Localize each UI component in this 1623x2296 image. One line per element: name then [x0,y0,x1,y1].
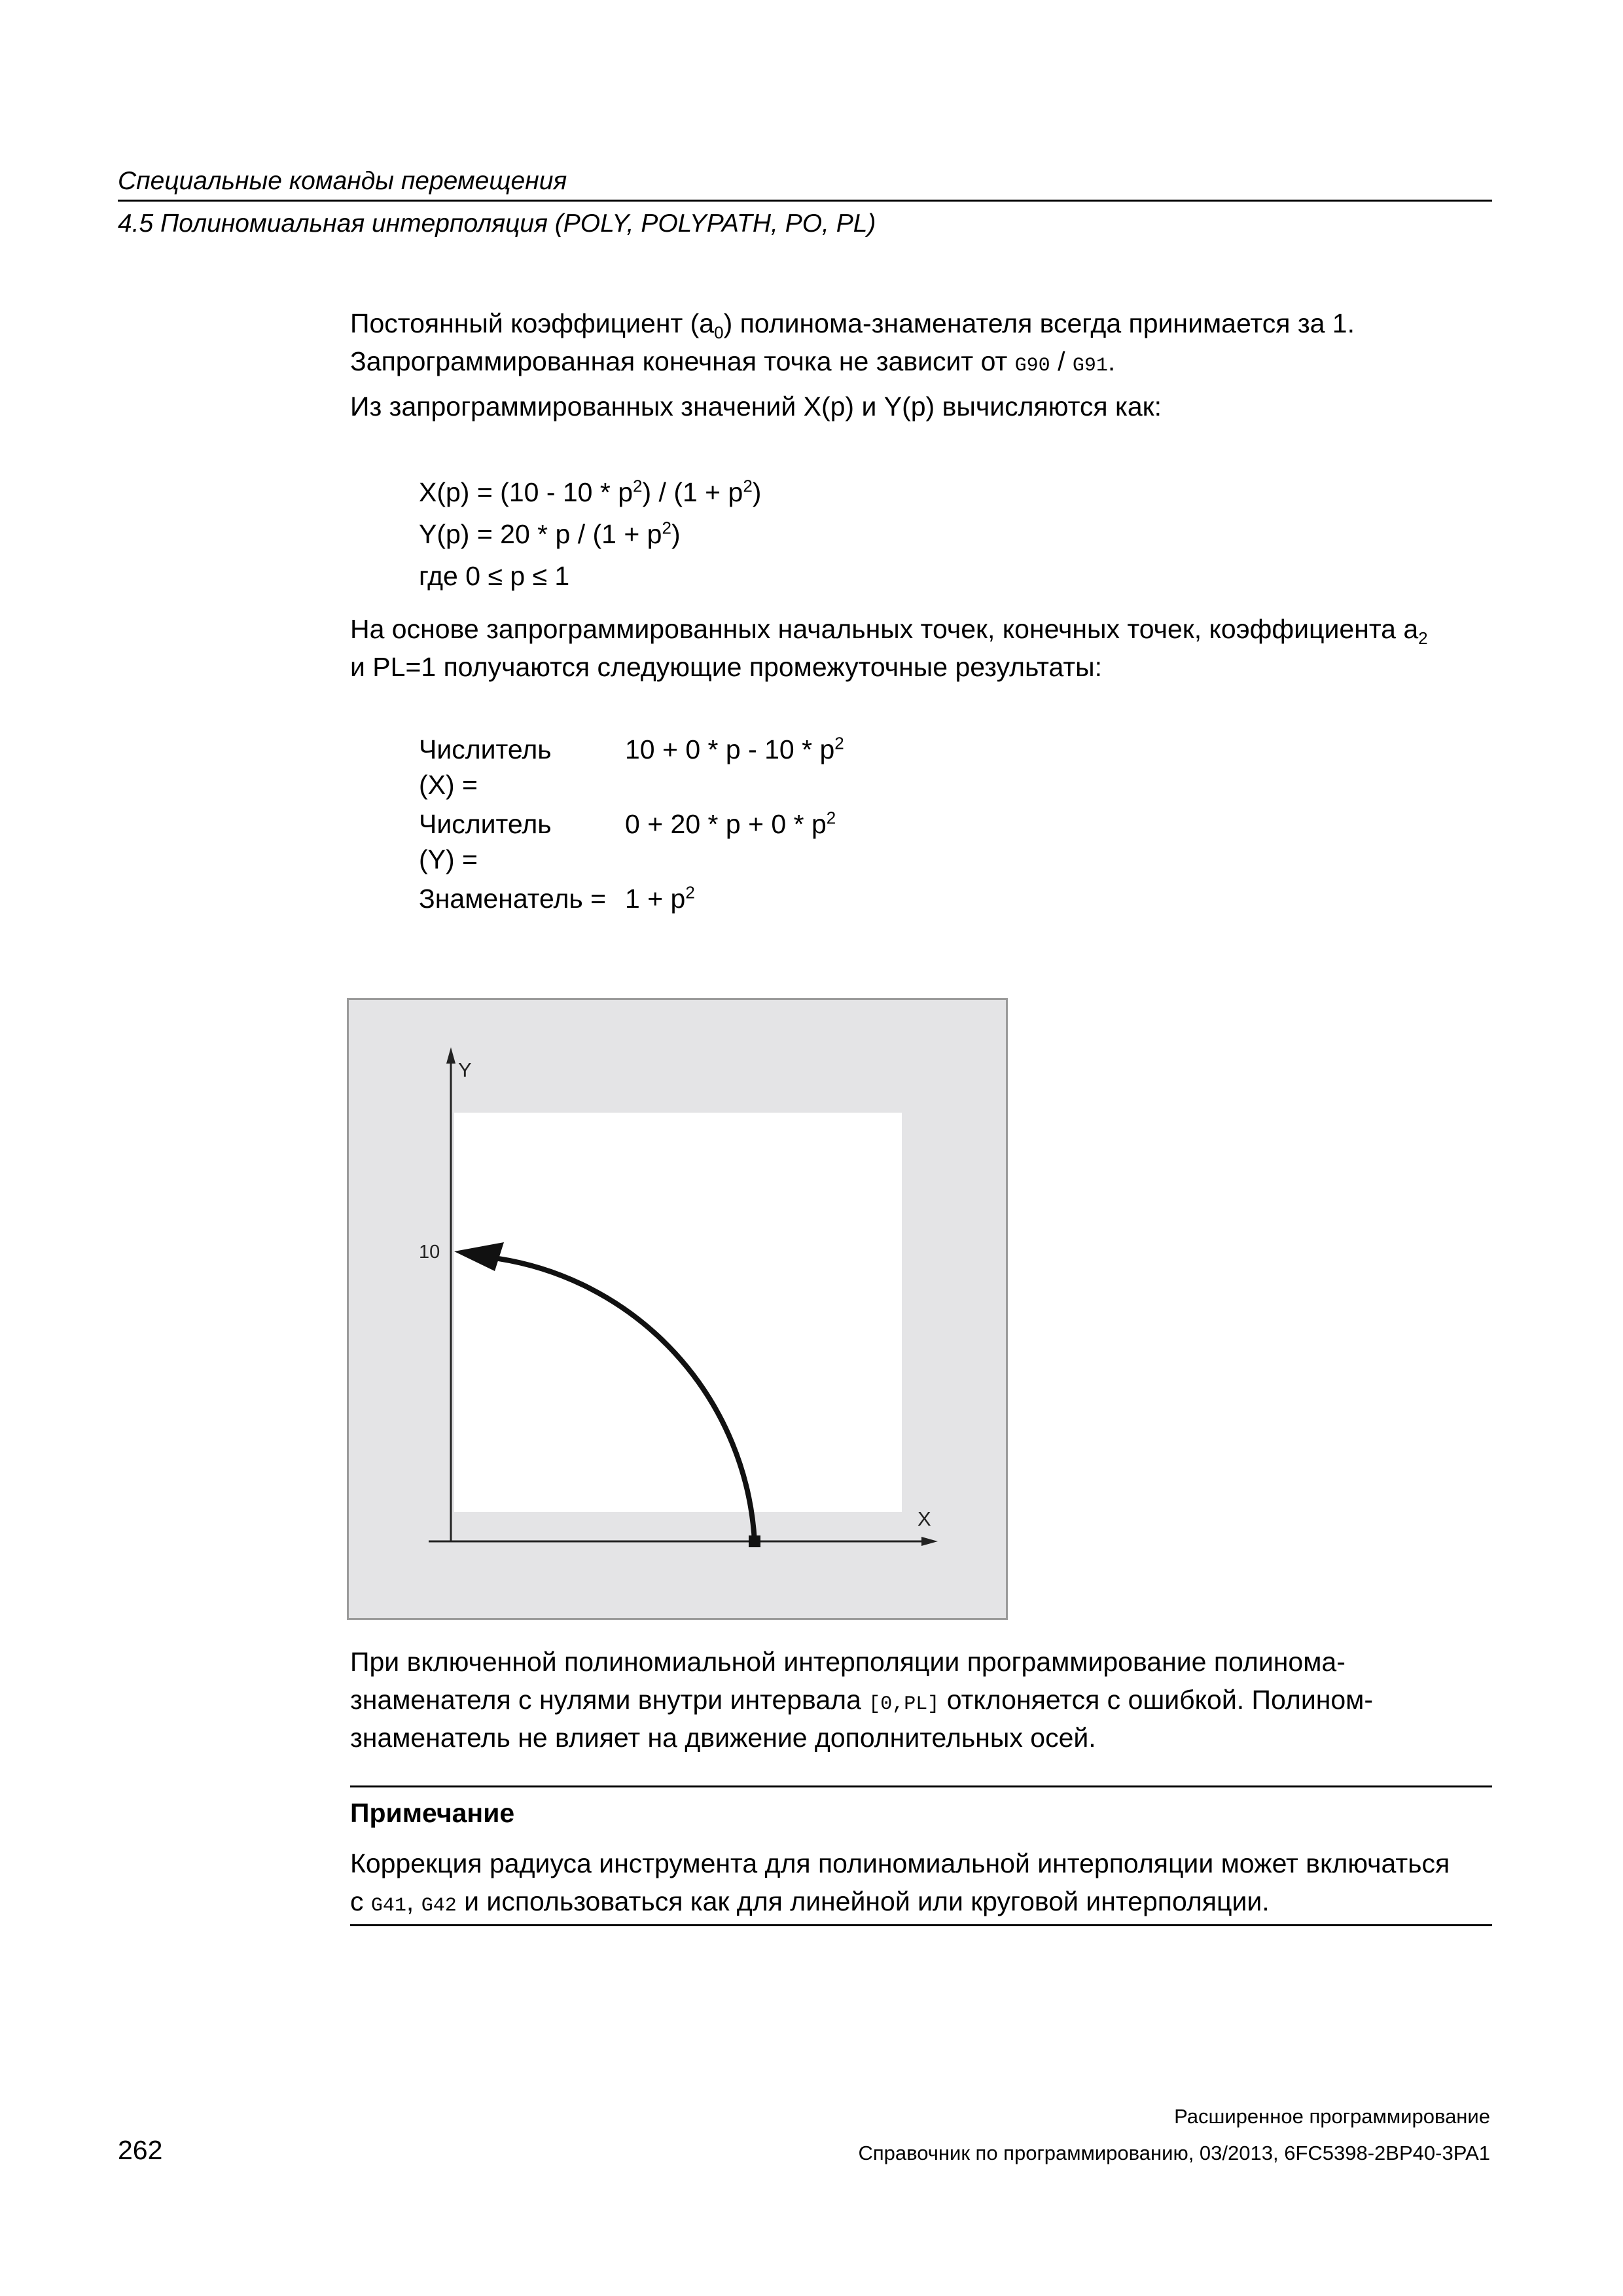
code-g42: G42 [421,1895,457,1917]
denominator-label: Знаменатель = [419,884,607,914]
footer-publication: Справочник по программированию, 03/2013, 6FC5398-2BP40-3PA1 [858,2142,1490,2164]
footer-book-title: Расширенное программирование [1174,2105,1490,2128]
note-bottom-rule [350,1924,1492,1926]
numerator-x-label: Числитель (X) = [419,734,552,800]
header-divider [118,200,1492,202]
y-tick-label: 10 [419,1242,440,1263]
note-line-2: с G41, G42 и использоваться как для линейной или круговой интерполяции. [350,1886,1270,1917]
intro-line-2: Запрограммированная конечная точка не зависит от G90 / G91. [350,346,1116,377]
x-axis-label: X [918,1507,931,1530]
numerator-y-value: $0 + 20 * p + 0 * p^2$ [625,808,836,839]
formula-y: $Y(p) = 20 * p / (1 + p^2)$ [419,518,681,549]
plot-area [454,1113,902,1512]
y-axis-label: Y [458,1058,472,1081]
after-figure-line-1: При включенной полиномиальной интерполяции программирование полинома- [350,1647,1346,1677]
note-line-1: Коррекция радиуса инструмента для полиномиальной интерполяции может включаться [350,1848,1450,1878]
code-g90: G90 [1014,355,1050,377]
code-g41: G41 [370,1895,406,1917]
intro-line-1: Постоянный коэффициент $(a_0)$ полинома-знаменателя всегда принимается за 1. [350,308,1355,343]
interpolation-figure [347,998,1008,1620]
note-top-rule [350,1785,1492,1787]
results-intro-line-1: На основе запрограммированных начальных точек, конечных точек, коэффициента $a_2$ [350,614,1428,649]
curve-start-point [749,1535,760,1547]
after-figure-line-3: знаменатель не влияет на движение дополнительных осей. [350,1723,1096,1753]
section-title: 4.5 Полиномиальная интерполяция (POLY, POLYPATH, PO, PL) [118,209,876,238]
note-title: Примечание [350,1798,515,1828]
formula-range: где 0 ≤ p ≤ 1 [419,561,570,591]
numerator-x-value: $10 + 0 * p - 10 * p^2$ [625,733,844,764]
after-figure-line-2: знаменателя с нулями внутри интервала [0,PL] отклоняется с ошибкой. Полином- [350,1685,1374,1715]
intro-line-3: Из запрограммированных значений X(p) и Y(p) вычисляются как: [350,391,1162,422]
code-g91: G91 [1072,355,1108,377]
page-number: 262 [118,2135,163,2165]
formula-x: $X(p) = (10 - 10 * p^2) / (1 + p^2)$ [419,476,762,507]
denominator-value: $1 + p^2$ [625,882,695,914]
numerator-y-label: Числитель (Y) = [419,809,552,874]
code-interval: [0,PL] [868,1693,940,1715]
chapter-title: Специальные команды перемещения [118,167,567,195]
results-intro-line-2: и PL=1 получаются следующие промежуточные результаты: [350,652,1103,682]
